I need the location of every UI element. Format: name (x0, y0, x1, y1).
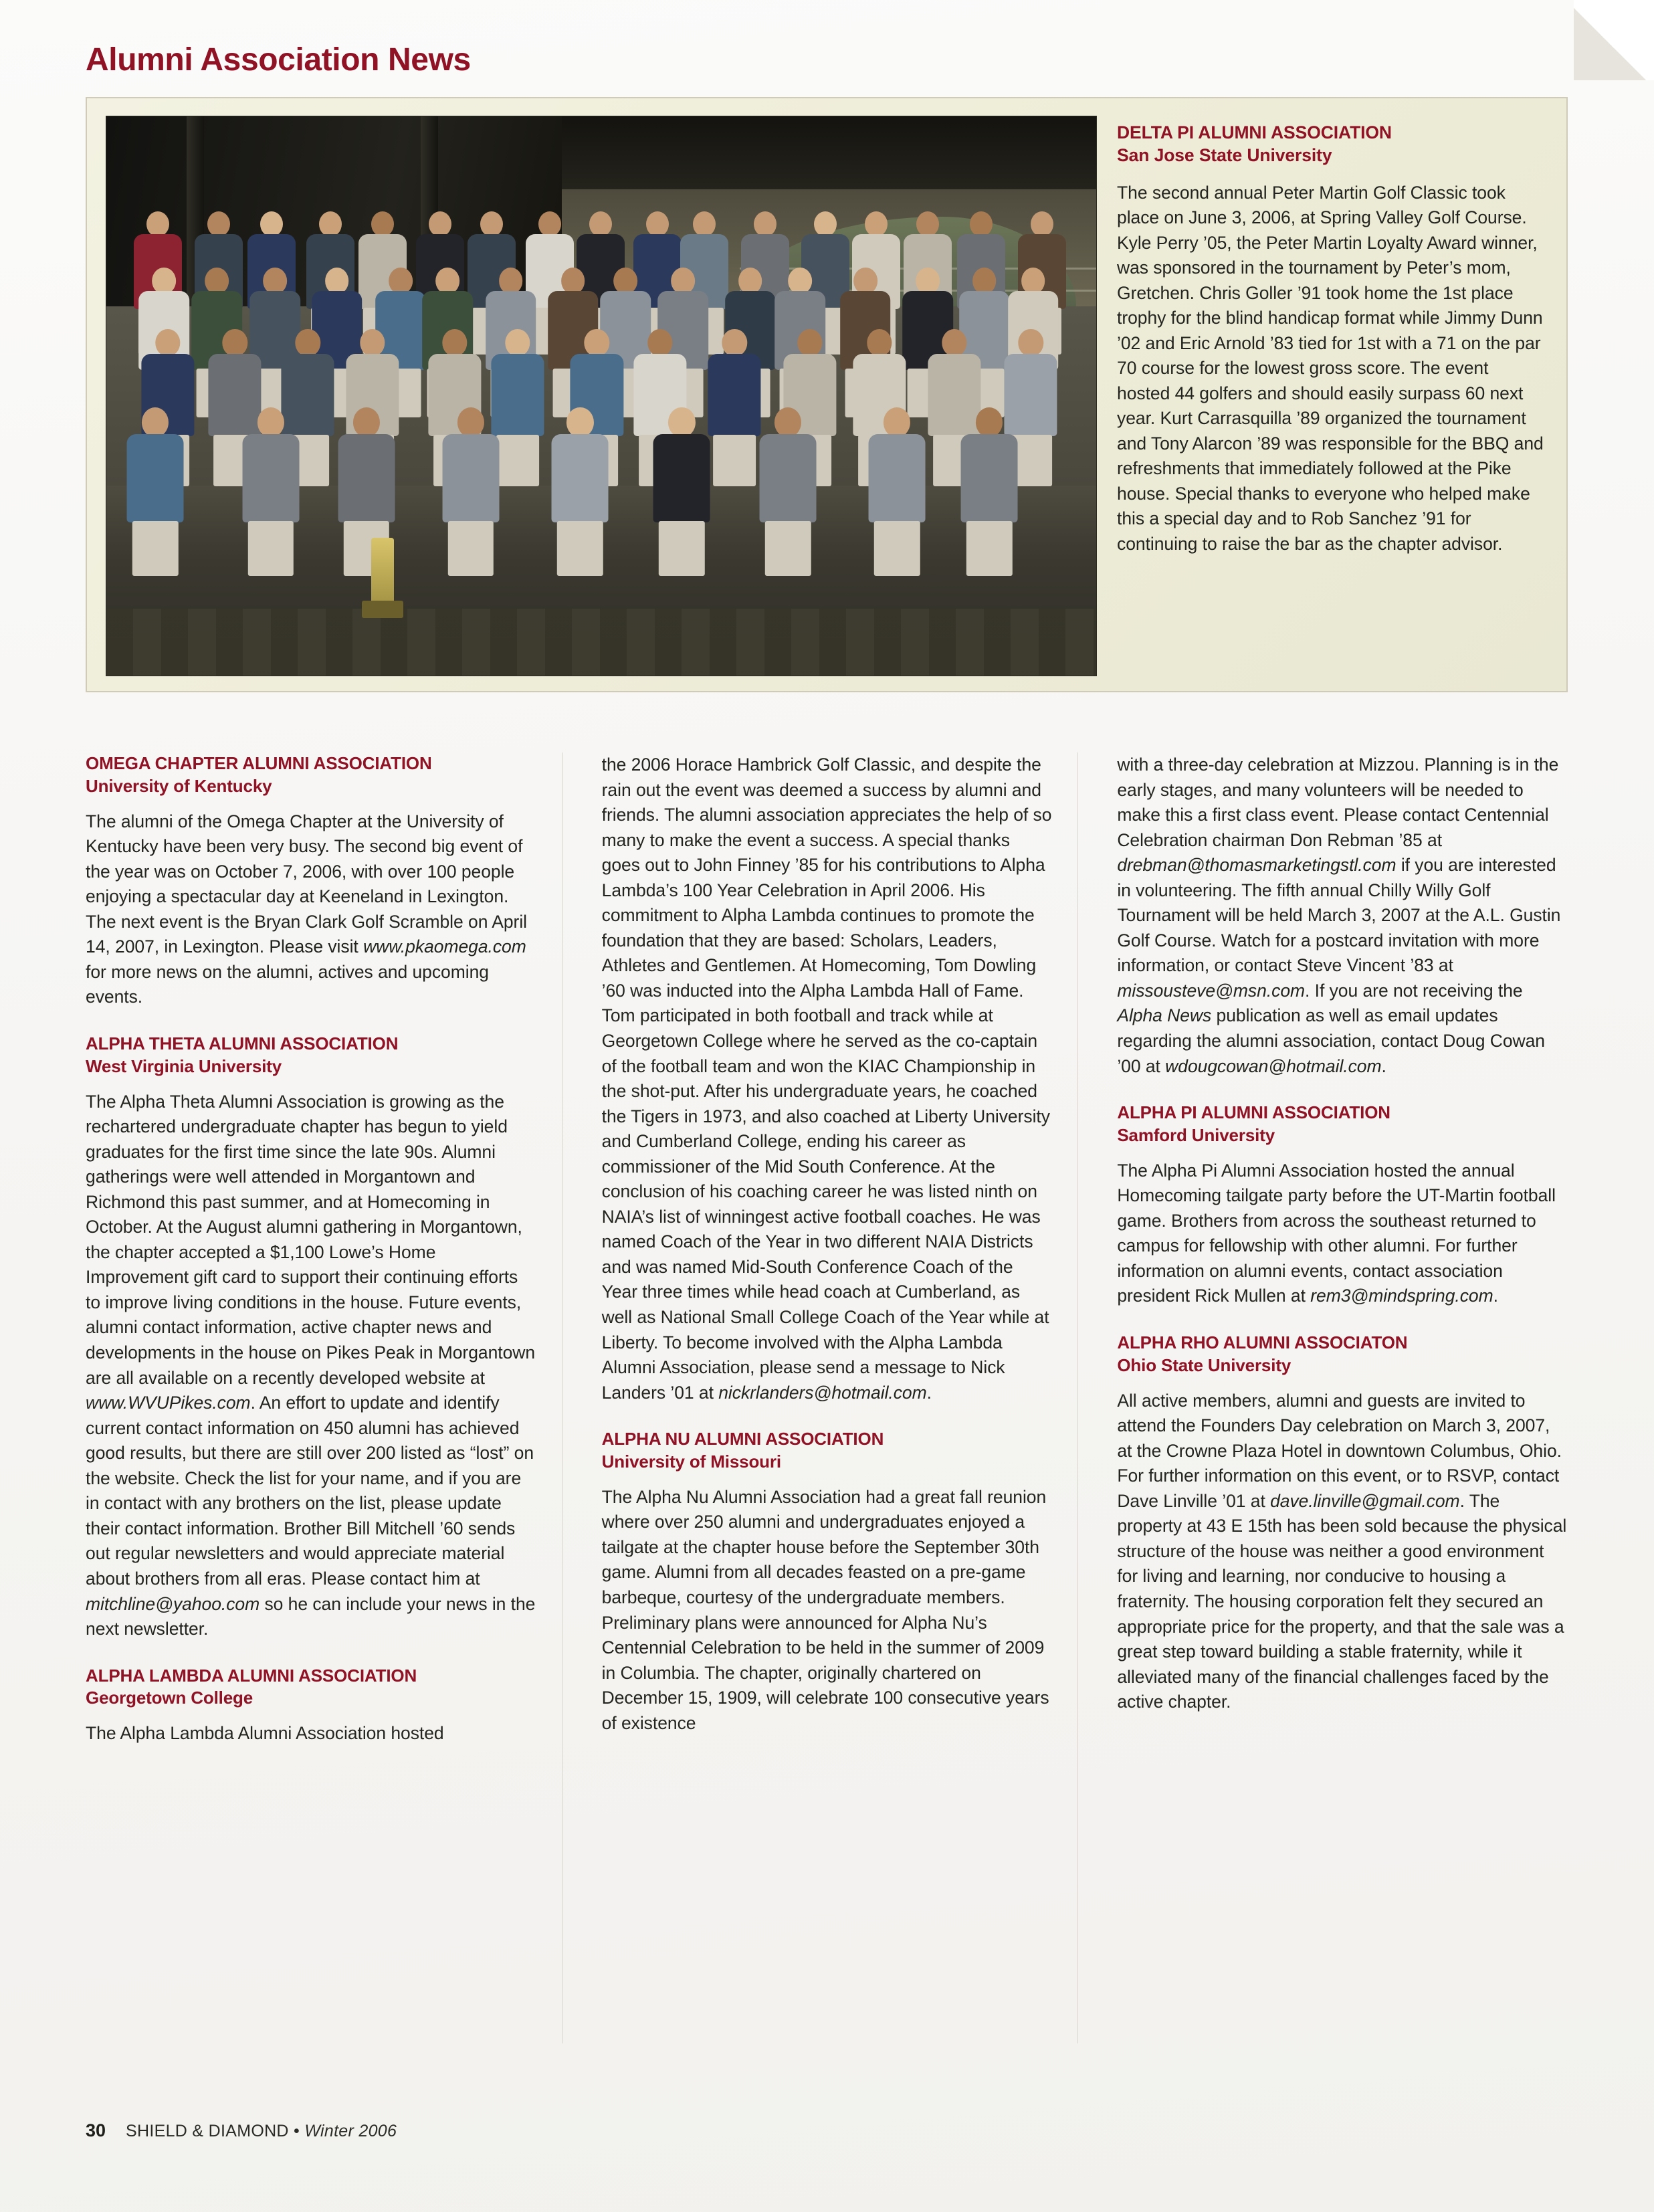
photo-person-head (457, 407, 484, 437)
body-text-cont-3: publication as well as email updates regarding the alumni association, contact Doug Cowan ’00 at (1117, 1005, 1545, 1076)
photo-person-head (429, 211, 451, 237)
photo-person-head (1031, 211, 1053, 237)
section-body (1117, 1389, 1568, 1715)
photo-person-head (223, 329, 247, 357)
body-text-end: so he can include your news in the next newsletter. (86, 1593, 536, 1639)
photo-person-head (646, 211, 669, 237)
section-alpha-lambda (86, 1665, 537, 1746)
section-body: The Alpha Nu Alumni Association had a great fall reunion where over 250 alumni and undergraduates enjoyed a tailgate at the chapter house before the September 30th game. Alumni from all decades feasted on a pre-game barbeque, courtesy of the undergraduate members. Preliminary plans were announced for Alpha Nu’s Centennial Celebration to be held in the summer of 2009 in Columbia. The chapter, originally chartered on December 15, 1909, will celebrate 100 consecutive years of existence (601, 1486, 1049, 1733)
page-footer (86, 2120, 397, 2141)
section-alpha-nu-continued (1117, 752, 1568, 1079)
body-text: The Alpha Theta Alumni Association is growing as the rechartered undergraduate chapter has begun to yield graduates for the first time since the late 90s. Alumni gatherings were well attended in Morgantown and Richmond this past summer, and at Homecoming in October. At the August alumni gathering in Morgantown, the chapter accepted a $1,100 Lowe’s Home Improvement gift card to support their continuing efforts to improve living conditions in the house. Future events, alumni contact information, active chapter news and developments in the house on Pikes Peak in Morgantown are all available on a recently developed website at (86, 1091, 536, 1388)
body-text-cont: for more news on the alumni, actives and upcoming events. (86, 961, 489, 1007)
body-text: The Alpha Pi Alumni Association hosted the annual Homecoming tailgate party before the UT-Martin football game. Brothers from across the southeast returned to campus for fellowship with other alumni. For further information on alumni events, contact association president Rick Mullen at (1117, 1160, 1556, 1306)
photo-person-head (970, 211, 993, 237)
photo-person-legs (659, 521, 704, 577)
photo-trophy (371, 538, 394, 618)
photo-person (440, 407, 502, 573)
photo-person-head (353, 407, 380, 437)
page-corner-fold (1574, 0, 1654, 80)
photo-person-head (499, 268, 523, 294)
photo-person (757, 407, 819, 573)
section-alpha-nu (602, 1428, 1053, 1736)
feature-box (86, 97, 1568, 692)
photo-person-head (865, 211, 888, 237)
body-text-cont: . An effort to update and identify current contact information on 450 alumni has achieved good results, but there are still over 200 listed as “lost” on the website. Check the list for your name, and if you are in contact with any brothers on the list, please update their contact information. Brother Bill Mitchell ’60 sends out regular newsletters and would appreciate material about brothers from all eras. Please contact him at (86, 1393, 534, 1589)
photo-person-head (788, 268, 812, 294)
feature-body: The second annual Peter Martin Golf Classic took place on June 3, 2006, at Spring Valley Golf Course. Kyle Perry ’05, the Peter Martin Loyalty Award winner, was sponsored in the tournament by Peter’s mom, Gretchen. Chris Goller ’91 took home the 1st place trophy for the blind handicap format while Jimmy Dunn ’02 and Eric Arnold ’83 tied for 1st with a 71 on the par 70 course for the lowest gross score. The event hosted 44 golfers and should easily surpass 60 next year. Kurt Carrasquilla ’89 organized the tournament and Tony Alarcon ’89 was responsible for the BBQ and refreshments that immediately followed at the Pike house. Special thanks to everyone who helped make this a special day and to Rob Sanchez ’91 for continuing to raise the bar as the chapter advisor. (1117, 182, 1544, 554)
photo-person-head (585, 329, 609, 357)
photo-person-head (916, 211, 939, 237)
section-omega (86, 752, 537, 1010)
photo-person-head (435, 268, 459, 294)
section-school: Samford University (1117, 1124, 1275, 1145)
photo-person-head (371, 211, 394, 237)
photo-person-head (754, 211, 777, 237)
photo-person-head (814, 211, 837, 237)
photo-person-head (942, 329, 966, 357)
group-photo (106, 116, 1097, 676)
photo-person-head (589, 211, 612, 237)
photo-person-head (853, 268, 877, 294)
photo-person-head (972, 268, 997, 294)
section-body (86, 809, 537, 1010)
photo-person-head (561, 268, 585, 294)
photo-person-head (884, 407, 910, 437)
photo-person-head (152, 268, 177, 294)
photo-person-torso (961, 434, 1018, 522)
email-link: rem3@mindspring.com (1310, 1286, 1493, 1306)
section-title: ALPHA PI ALUMNI ASSOCIATION (1117, 1102, 1390, 1123)
photo-person-head (916, 268, 940, 294)
body-text: All active members, alumni and guests are invited to attend the Founders Day celebration on March 3, 2007, at the Crowne Plaza Hotel in downtown Columbus, Ohio. For further information on this event, or to RSVP, contact Dave Linville ’01 at (1117, 1390, 1562, 1511)
email-link: drebman@thomasmarketingstl.com (1117, 855, 1397, 876)
photo-person-head (867, 329, 892, 357)
photo-person-head (566, 407, 593, 437)
photo-person-torso (443, 434, 500, 522)
photo-person (549, 407, 611, 573)
body-text-end: . (1493, 1286, 1498, 1306)
photo-person (706, 329, 763, 484)
feature-article (1097, 98, 1566, 691)
section-alpha-pi (1117, 1102, 1568, 1309)
body-text: The alumni of the Omega Chapter at the University of Kentucky have been very busy. The second big event of the year was on October 7, 2006, with over 100 people enjoying a spectacular day at Keeneland in Lexington. The next event is the Bryan Clark Golf Scramble on April 14, 2007, in Lexington. Please visit (86, 811, 527, 957)
photo-person (124, 407, 186, 573)
section-title: ALPHA LAMBDA ALUMNI ASSOCIATION (86, 1665, 417, 1686)
photo-person-head (319, 211, 342, 237)
photo-person-legs (765, 521, 811, 577)
photo-person-legs (496, 435, 539, 486)
section-alpha-lambda-continued (602, 752, 1053, 1405)
feature-school: San Jose State University (1117, 145, 1332, 166)
photo-person (958, 407, 1020, 573)
feature-title: DELTA PI ALUMNI ASSOCIATION (1117, 122, 1392, 142)
publication-name: Alpha News (1117, 1005, 1212, 1026)
photo-person-head (1019, 329, 1043, 357)
photo-person-torso (552, 434, 609, 522)
photo-person-head (668, 407, 695, 437)
body-text: with a three-day celebration at Mizzou. Planning is in the early stages, and many volunteers will be needed to make this a first class event. Please contact Centennial Celebration chairman Don Rebman ’85 at (1117, 755, 1559, 850)
photo-person-head (738, 268, 762, 294)
body-text-cont: if you are interested in volunteering. The fifth annual Chilly Willy Golf Tournament will be held March 3, 2007 at the A.L. Gustin Golf Course. Watch for a postcard invitation with more information, or contact Steve Vincent ’83 at (1117, 855, 1561, 976)
photo-person-head (142, 407, 169, 437)
column-3 (1077, 752, 1568, 2043)
article-columns (86, 752, 1568, 2043)
publication-name: SHIELD & DIAMOND • (126, 2122, 305, 2140)
section-school: University of Kentucky (86, 775, 272, 796)
column-2 (562, 752, 1053, 2043)
section-school: Georgetown College (86, 1688, 253, 1708)
photo-person-head (722, 329, 747, 357)
section-school: West Virginia University (86, 1055, 282, 1076)
body-text-end: . (926, 1382, 932, 1403)
email-link: dave.linville@gmail.com (1270, 1490, 1460, 1511)
photo-person-legs (713, 435, 756, 486)
photo-person-head (263, 268, 287, 294)
section-school: University of Missouri (601, 1451, 781, 1472)
section-body (602, 752, 1053, 1405)
section-body (1117, 752, 1568, 1079)
photo-person-head (505, 329, 530, 357)
website-link: www.WVUPikes.com (86, 1393, 251, 1413)
photo-person-legs (874, 521, 920, 577)
photo-person-head (442, 329, 467, 357)
section-school: Ohio State University (1117, 1354, 1291, 1375)
photo-person-legs (132, 521, 178, 577)
section-body (1117, 1159, 1568, 1309)
issue-date: Winter 2006 (304, 2122, 397, 2140)
website-link: www.pkaomega.com (363, 936, 526, 957)
photo-person-head (207, 211, 230, 237)
email-link-2: missousteve@msn.com (1117, 980, 1306, 1001)
photo-person-head (693, 211, 716, 237)
photo-person (651, 407, 712, 573)
photo-person-torso (708, 354, 761, 436)
photo-person-head (538, 211, 561, 237)
body-text-end: . The property at 43 E 15th has been sold because the physical structure of the house was neither a good environment for living and learning, nor conducive to housing a fraternity. The housing corporation felt they secured an appropriate price for the property, and that the sale was a great step toward building a stable fraternity, while it alleviated many of the financial challenges faced by the active chapter. (1117, 1490, 1567, 1712)
email-link: nickrlanders@hotmail.com (718, 1382, 927, 1403)
photo-person-head (360, 329, 385, 357)
photo-person (866, 407, 928, 573)
photo-person-legs (248, 521, 294, 577)
page-number: 30 (86, 2120, 106, 2140)
photo-person-head (325, 268, 349, 294)
photo-person-head (797, 329, 822, 357)
photo-person-legs (966, 521, 1012, 577)
section-title: OMEGA CHAPTER ALUMNI ASSOCIATION (86, 753, 432, 773)
photo-person-head (155, 329, 180, 357)
photo-person-torso (242, 434, 299, 522)
photo-person-torso (760, 434, 817, 522)
photo-person-torso (127, 434, 184, 522)
photo-deck-planks (106, 609, 1096, 676)
section-alpha-theta (86, 1033, 537, 1642)
body-text-end: . (1381, 1055, 1386, 1076)
section-title: ALPHA RHO ALUMNI ASSOCIATON (1117, 1332, 1408, 1352)
section-title: ALPHA NU ALUMNI ASSOCIATION (601, 1429, 884, 1449)
section-body: The Alpha Lambda Alumni Association hosted (86, 1723, 444, 1744)
photo-person-head (296, 329, 320, 357)
photo-person-head (671, 268, 695, 294)
photo-person-torso (653, 434, 710, 522)
photo-person-head (480, 211, 503, 237)
page-title: Alumni Association News (86, 42, 471, 78)
photo-person-head (976, 407, 1003, 437)
body-text-cont-2: . If you are not receiving the (1305, 980, 1523, 1001)
photo-person-head (260, 211, 283, 237)
section-title: ALPHA THETA ALUMNI ASSOCIATION (86, 1033, 399, 1053)
photo-person-head (257, 407, 284, 437)
photo-person-head (146, 211, 169, 237)
photo-person-head (774, 407, 801, 437)
photo-person-head (613, 268, 637, 294)
photo-person-head (1021, 268, 1045, 294)
photo-person-torso (869, 434, 926, 522)
column-1 (86, 752, 537, 2043)
photo-person (240, 407, 302, 573)
email-link-3: wdougcowan@hotmail.com (1165, 1055, 1382, 1076)
photo-person-head (205, 268, 229, 294)
section-alpha-rho (1117, 1332, 1568, 1715)
footer-publication (126, 2122, 397, 2141)
photo-person-legs (448, 521, 494, 577)
body-text: the 2006 Horace Hambrick Golf Classic, and despite the rain out the event was deemed a success by alumni and friends. The alumni association appreciates the help of so many to make the event a success. A special thanks goes out to John Finney ’85 for his contributions to Alpha Lambda’s 100 Year Celebration in April 2006. His commitment to Alpha Lambda continues to promote the foundation that they are based: Scholars, Leaders, Athletes and Gentlemen. At Homecoming, Tom Dowling ’60 was inducted into the Alpha Lambda Hall of Fame. Tom participated in both football and track while at Georgetown College where he served as the co-captain of the football team and won the KIAC Championship in the shot-put. After his undergraduate years, he coached the Tigers in 1973, and also coached at Liberty University and Cumberland College, ending his career as commissioner of the Mid South Conference. At the conclusion of his coaching career he was listed ninth on NAIA’s list of winningest active football coaches. He was named Coach of the Year in two different NAIA Districts and was named Mid-South Conference Coach of the Year three times while head coach at Cumberland, as well as National Small College Coach of the Year while at Liberty. To become involved with the Alpha Lambda Alumni Association, please send a message to Nick Landers ’01 at (601, 755, 1052, 1403)
photo-person-head (389, 268, 413, 294)
email-link: mitchline@yahoo.com (86, 1593, 260, 1614)
photo-person-head (647, 329, 672, 357)
photo-person-torso (338, 434, 395, 522)
section-body (86, 1090, 537, 1642)
photo-person-legs (557, 521, 603, 577)
